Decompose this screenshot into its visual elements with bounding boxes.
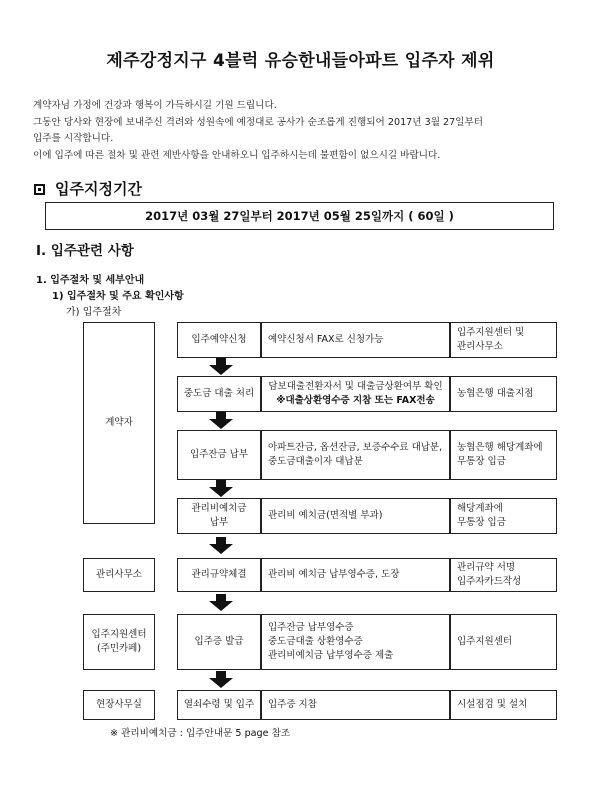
- step-cell: 입주잔금 납부: [177, 430, 261, 480]
- intro-paragraph: [33, 98, 483, 164]
- description-cell: 예약신청서 FAX로 신청가능: [261, 322, 450, 358]
- heading-level-3: 1) 입주절차 및 주요 확인사항: [52, 291, 184, 302]
- description-line: 담보대출전환자서 및 대출금상환여부 확인: [268, 381, 443, 392]
- down-arrow-icon: [207, 594, 235, 612]
- section-heading: [34, 178, 142, 199]
- down-arrow-icon: [207, 480, 235, 498]
- description-line: 중도금대출 상환영수증: [268, 636, 363, 647]
- step-cell: 열쇠수령 및 입주: [177, 690, 261, 720]
- location-cell: [450, 430, 557, 480]
- group-site-office: 현장사무실: [83, 690, 155, 720]
- location-cell: 농협은행 대출지점: [450, 376, 557, 412]
- heading-level-1: Ⅰ. 입주관련 사항: [36, 243, 134, 259]
- down-arrow-icon: [207, 412, 235, 430]
- down-arrow-icon: [207, 358, 235, 376]
- step-cell: 입주예약신청: [177, 322, 261, 358]
- down-arrow-icon: [207, 671, 235, 689]
- intro-line: 그동안 당사와 현장에 보내주신 격려와 성원속에 예정대로 공사가 순조롭게 진행되어 2017년 3월 27일부터: [33, 116, 484, 128]
- group-contractor: 계약자: [83, 322, 155, 524]
- step-cell: 중도금 대출 처리: [177, 376, 261, 412]
- step-cell: 관리규약체결: [177, 558, 261, 592]
- description-cell: [261, 430, 450, 480]
- move-in-period-box: 2017년 03월 27일부터 2017년 05월 25일까지 ( 60일 ): [45, 202, 554, 230]
- location-cell: [450, 558, 557, 592]
- location-line: 관리규약 서명: [457, 562, 516, 573]
- step-cell: [177, 498, 261, 534]
- page-title: 제주강정지구 4블럭 유승한내들아파트 입주자 제위: [106, 51, 495, 71]
- heading-level-2: 1. 입주절차 및 세부안내: [36, 275, 145, 286]
- step-line: 납부: [209, 517, 229, 528]
- footnote: ※ 관리비예치금 : 입주안내문 5 page 참조: [110, 728, 291, 739]
- intro-line: 계약자님 가정에 건강과 행복이 가득하시길 기원 드립니다.: [33, 100, 277, 111]
- location-cell: [450, 498, 557, 534]
- location-line: 무통장 입금: [457, 456, 506, 467]
- location-line: 무통장 입금: [457, 517, 506, 528]
- description-line: 아파트잔금, 옵션잔금, 보증수수료 대납분,: [268, 442, 443, 453]
- location-line: 농협은행 해당계좌에: [457, 442, 543, 453]
- description-note: ※대출상환영수증 지참 또는 FAX전송: [276, 395, 435, 406]
- down-arrow-icon: [207, 537, 235, 555]
- location-cell: 입주지원센터: [450, 614, 557, 670]
- group-support-center-line: 입주지원센터: [91, 629, 147, 640]
- location-line: 관리사무소: [457, 341, 503, 352]
- section-heading-label: 입주지정기간: [55, 180, 142, 198]
- location-cell: [450, 322, 557, 358]
- intro-line: 입주를 시작합니다.: [33, 133, 114, 144]
- group-management-office: 관리사무소: [83, 558, 155, 592]
- location-cell: 시설점검 및 설치: [450, 690, 557, 720]
- description-cell: [261, 376, 450, 412]
- description-cell: 입주증 지참: [261, 690, 450, 720]
- location-line: 해당계좌에: [457, 503, 503, 514]
- group-support-center-line: (주민카페): [96, 643, 142, 654]
- heading-level-4: 가) 입주절차: [66, 307, 122, 318]
- location-line: 입주지원센터 및: [457, 327, 525, 338]
- step-line: 관리비예치금: [191, 503, 247, 514]
- square-bullet-icon: [34, 184, 45, 195]
- location-line: 입주자카드작성: [457, 576, 522, 587]
- description-line: 관리비예치금 납부영수증 제출: [268, 650, 394, 661]
- description-cell: 관리비 예치금 납부영수증, 도장: [261, 558, 450, 592]
- description-cell: [261, 614, 450, 670]
- description-line: 중도금대출이자 대납분: [268, 456, 363, 467]
- group-support-center: [83, 614, 155, 670]
- intro-line: 이에 입주에 따른 절차 및 관련 제반사항을 안내하오니 입주하시는데 불편함이 없으시길 바랍니다.: [33, 149, 441, 161]
- step-cell: 입주증 발급: [177, 614, 261, 670]
- description-cell: 관리비 예치금(면적별 부과): [261, 498, 450, 534]
- description-line: 입주잔금 납부영수증: [268, 622, 354, 633]
